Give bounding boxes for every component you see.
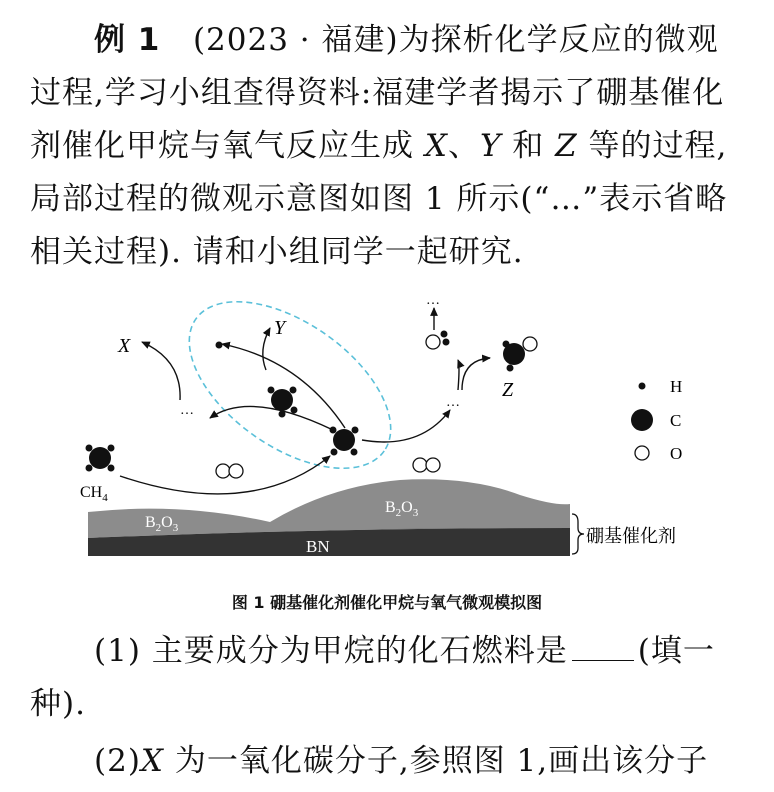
answer-blank[interactable] [572,634,634,661]
catalyst-brace [572,514,584,554]
reaction-diagram [0,290,774,580]
q2-text-a: (2) [94,743,141,779]
b2o3-right-label: $B_2O_3$ [385,499,419,519]
b2o3-left-label: $B_2O_3$ [145,514,179,534]
source-tag: (2023 · 福建) [192,22,399,58]
figure-caption: 图 1 硼基催化剂催化甲烷与氧气微观模拟图 [231,593,543,612]
legend-o-icon [635,446,649,460]
ch3-molecule [268,387,298,418]
y-symbol: Y [479,128,502,164]
separator: 、 [447,128,480,164]
q2-x-symbol: X [140,743,164,779]
z-molecule [503,337,538,372]
dots-right: … [446,395,460,410]
label-z: Z [502,379,514,401]
h-atom [216,342,223,349]
label-x: X [118,335,131,357]
example-label: 例 1 [94,22,161,58]
intro-text-b: 等的过程,局部过程的微观示意图如图 1 所示(“…”表示省略相关过程). 请和小组同学一起研究. [30,128,728,270]
legend-c-label: C [670,411,682,430]
adsorbed-molecule [330,427,359,456]
z-symbol: Z [555,128,578,164]
q2-text-b: 为一氧化碳分子,参照图 1,画出该分子 [164,743,709,779]
q1-text-b: (填一种). [30,633,715,722]
q1-text-a: (1) 主要成分为甲烷的化石燃料是 [94,633,568,669]
ch4-label: $CH_4$ [80,484,108,504]
bn-label: BN [306,537,330,556]
ch4-molecule [86,445,115,472]
dots-top: … [426,293,440,308]
legend-c-icon [631,409,653,431]
dots-left: … [180,403,194,418]
legend-h-label: H [670,377,683,396]
oh-molecule [426,331,450,350]
legend [631,377,682,463]
intro-paragraph [30,14,750,279]
intro-text-a: 为探析化学反应的微观过程,学习小组查得资料:福建学者揭示了硼基催化剂催化甲烷与氧气反应生成 [30,22,725,164]
legend-h-icon [639,383,646,390]
x-symbol: X [424,128,448,164]
catalyst-label: 硼基催化剂 [586,526,676,546]
question-1 [30,625,750,731]
legend-o-label: O [670,444,683,463]
and-word: 和 [501,128,556,164]
label-y: Y [274,317,286,339]
question-2 [30,735,750,788]
o2-molecules [216,458,440,478]
